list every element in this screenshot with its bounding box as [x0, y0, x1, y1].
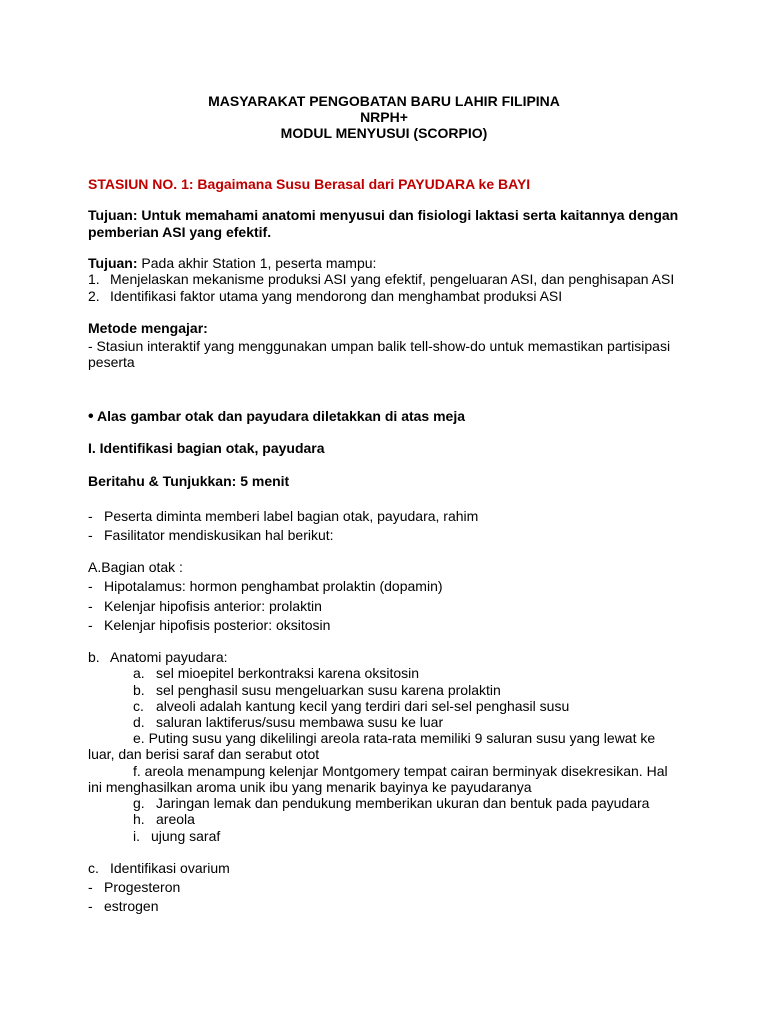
- dash-icon: -: [88, 578, 93, 594]
- breast-item: [133, 795, 650, 812]
- dash-item: [88, 527, 334, 544]
- breast-item-marker: b.: [133, 682, 145, 698]
- goal-item-1-text: Menjelaskan mekanisme produksi ASI yang efektif, pengeluaran ASI, dan penghisapan ASI: [110, 271, 675, 287]
- ovary-heading-text: Identifikasi ovarium: [110, 860, 230, 876]
- method-line-2: peserta: [88, 354, 135, 370]
- breast-item-e-line-2: luar, dan berisi saraf dan serabut otot: [88, 746, 320, 762]
- breast-item: [133, 714, 444, 731]
- goal-item-2-number: 2.: [88, 288, 100, 304]
- breast-item-text: ujung saraf: [151, 828, 221, 844]
- dash-icon: -: [88, 898, 93, 914]
- dash-item: [88, 578, 443, 595]
- breast-item-text: Jaringan lemak dan pendukung memberikan ukuran dan bentuk pada payudara: [156, 795, 650, 811]
- breast-item-marker: g.: [133, 795, 145, 811]
- breast-item-text: sel penghasil susu mengeluarkan susu karena prolaktin: [156, 682, 501, 698]
- header-line-1: MASYARAKAT PENGOBATAN BARU LAHIR FILIPINA: [208, 93, 560, 109]
- header-line-3: MODUL MENYUSUI (SCORPIO): [280, 125, 488, 141]
- dash-icon: -: [88, 617, 93, 633]
- breast-item-text: sel mioepitel berkontraksi karena oksitosin: [156, 665, 420, 681]
- breast-item-marker: c.: [133, 698, 144, 714]
- ovary-heading-marker: c.: [88, 860, 99, 876]
- breast-item: [133, 682, 501, 699]
- ovary-heading: [88, 860, 230, 877]
- breast-heading: [88, 649, 228, 666]
- breast-item-marker: a.: [133, 665, 145, 681]
- goal-item-1: [88, 271, 675, 288]
- dash-item: [88, 898, 159, 915]
- breast-item-marker: d.: [133, 714, 145, 730]
- dash-item-text: Progesteron: [104, 879, 181, 895]
- goal-item-2-text: Identifikasi faktor utama yang mendorong dan menghambat produksi ASI: [110, 288, 563, 304]
- goal-item-1-number: 1.: [88, 271, 100, 287]
- goal-intro-text: Pada akhir Station 1, peserta mampu:: [141, 255, 377, 271]
- breast-item-text: areola: [156, 811, 195, 827]
- brain-heading: A.Bagian otak :: [88, 559, 183, 575]
- breast-item-text: alveoli adalah kantung kecil yang terdiri dari sel-sel penghasil susu: [156, 698, 570, 714]
- dash-item-text: Fasilitator mendiskusikan hal berikut:: [104, 527, 334, 543]
- breast-item: [133, 828, 221, 845]
- dash-item-text: Kelenjar hipofisis anterior: prolaktin: [104, 598, 322, 614]
- breast-item-text: saluran laktiferus/susu membawa susu ke luar: [156, 714, 444, 730]
- method-heading: Metode mengajar:: [88, 320, 208, 336]
- dash-item-text: Hipotalamus: hormon penghambat prolaktin (dopamin): [104, 578, 443, 594]
- dash-item: [88, 617, 331, 634]
- method-line-1: - Stasiun interaktif yang menggunakan umpan balik tell-show-do untuk memastikan partisipasi: [88, 338, 671, 354]
- dash-item-text: Kelenjar hipofisis posterior: oksitosin: [104, 617, 331, 633]
- header-line-2: NRPH+: [360, 109, 408, 125]
- bullet-icon: •: [88, 408, 94, 425]
- section-heading: I. Identifikasi bagian otak, payudara: [88, 440, 325, 456]
- breast-item: [133, 698, 570, 715]
- dash-item-text: Peserta diminta memberi label bagian otak, payudara, rahim: [104, 508, 479, 524]
- objective-line-1: Tujuan: Untuk memahami anatomi menyusui dan fisiologi laktasi serta kaitannya dengan: [88, 207, 679, 223]
- goal-label: Tujuan:: [88, 255, 138, 271]
- dash-item-text: estrogen: [104, 898, 159, 914]
- goal-item-2: [88, 288, 563, 305]
- tell-show-heading: Beritahu & Tunjukkan: 5 menit: [88, 473, 290, 489]
- dash-icon: -: [88, 508, 93, 524]
- station-title: STASIUN NO. 1: Bagaimana Susu Berasal dari PAYUDARA ke BAYI: [88, 176, 531, 192]
- bullet-text: Alas gambar otak dan payudara diletakkan di atas meja: [96, 408, 466, 424]
- dash-icon: -: [88, 598, 93, 614]
- breast-item-marker: h.: [133, 811, 145, 827]
- bullet-note: [88, 408, 465, 425]
- breast-item-e-line-1: e. Puting susu yang dikelilingi areola rata-rata memiliki 9 saluran susu yang lewat ke: [133, 730, 656, 746]
- breast-item-f-line-2: ini menghasilkan aroma unik ibu yang menarik bayinya ke payudaranya: [88, 779, 532, 795]
- dash-item: [88, 508, 479, 525]
- dash-item: [88, 879, 181, 896]
- dash-item: [88, 598, 322, 615]
- breast-item-f-line-1: f. areola menampung kelenjar Montgomery tempat cairan berminyak disekresikan. Hal: [133, 763, 668, 779]
- breast-heading-text: Anatomi payudara:: [110, 649, 228, 665]
- breast-item: [133, 665, 420, 682]
- dash-icon: -: [88, 879, 93, 895]
- breast-item: [133, 811, 195, 828]
- dash-icon: -: [88, 527, 93, 543]
- breast-heading-marker: b.: [88, 649, 100, 665]
- goal-intro: [88, 255, 376, 272]
- breast-item-marker: i.: [133, 828, 140, 844]
- objective-line-2: pemberian ASI yang efektif.: [88, 224, 272, 240]
